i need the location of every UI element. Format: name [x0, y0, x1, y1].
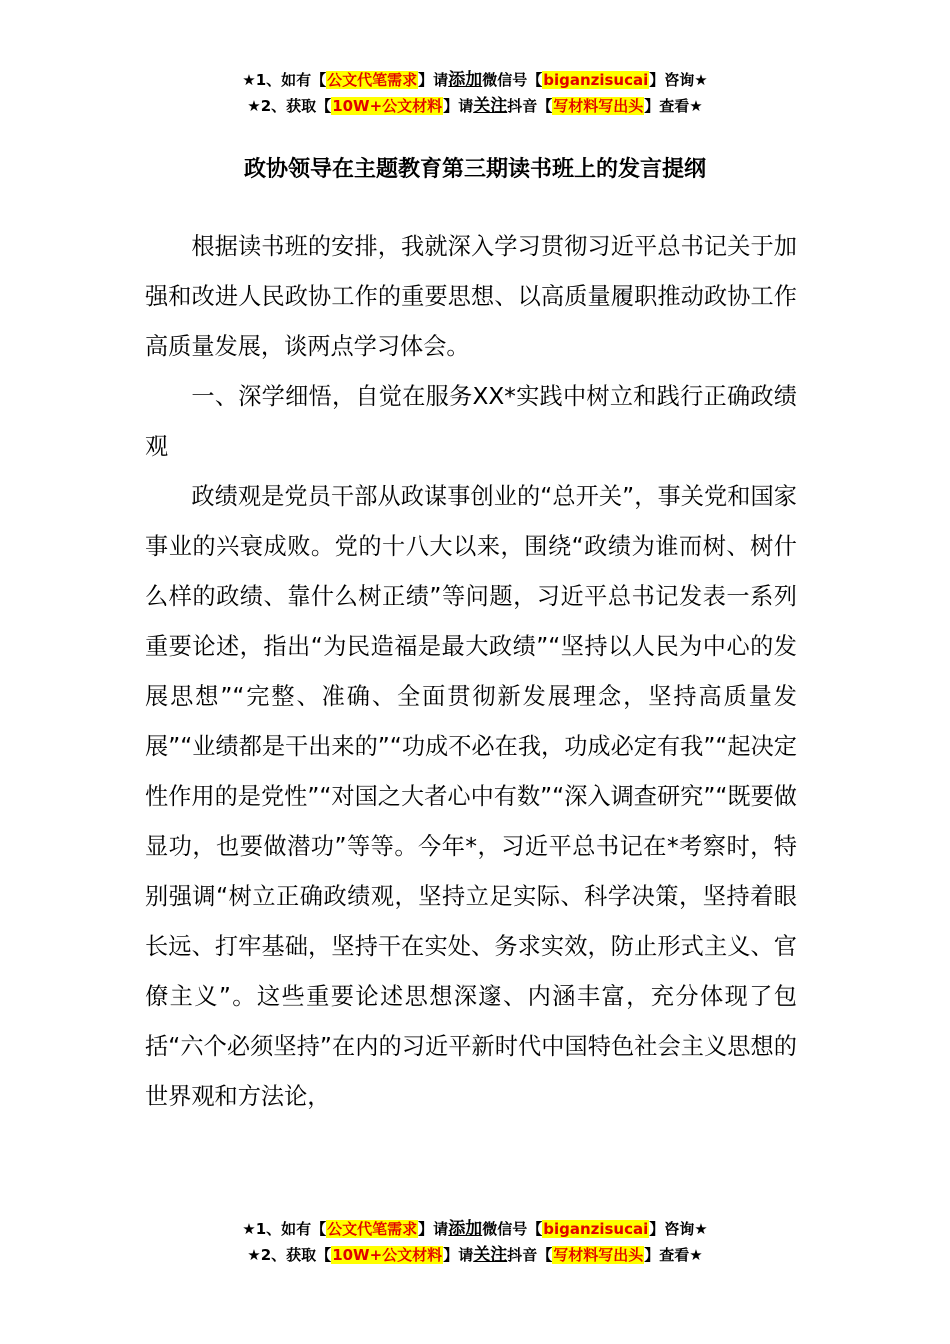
- star-icon: ★: [247, 97, 261, 115]
- section-heading: 一、深学细悟，自觉在服务XX*实践中树立和践行正确政绩观: [145, 383, 797, 460]
- highlight-text: 10W+公文材料: [332, 97, 443, 115]
- underlined-text: 添加: [448, 1219, 483, 1239]
- banner-line-1: ★1、如有【公文代笔需求】请添加微信号【biganzisucai】咨询★: [242, 1219, 708, 1239]
- highlight-text: 公文代笔需求: [327, 1220, 418, 1238]
- document-body: [145, 222, 797, 1122]
- wechat-id: biganzisucai: [543, 1220, 649, 1238]
- highlight-text: 公文代笔需求: [327, 71, 418, 89]
- paragraph: 政绩观是党员干部从政谋事创业的“总开关”，事关党和国家事业的兴衰成败。党的十八大以来，围绕“政绩为谁而树、树什么样的政绩、靠什么树正绩”等问题，习近平总书记发表一系列重要论述，指出“为民造福是最大政绩”“坚持以人民为中心的发展思想”“完整、准确、全面贯彻新发展理念，坚持高质量发展”“业绩都是干出来的”“功成不必在我，功成必定有我”“起决定性作用的是党性”“对国之大者心中有数”“深入调查研究”“既要做显功，也要做潜功”等等。今年*，习近平总书记在*考察时，特别强调“树立正确政绩观，坚持立足实际、科学决策，坚持着眼长远、打牢基础，坚持干在实处、务求实效，防止形式主义、官僚主义”。这些重要论述思想深邃、内涵丰富，充分体现了包括“六个必须坚持”在内的习近平新时代中国特色社会主义思想的世界观和方法论，: [145, 483, 797, 1110]
- star-icon: ★: [242, 71, 256, 89]
- banner-line-2: ★2、获取【10W+公文材料】请关注抖音【写材料写出头】查看★: [247, 96, 703, 116]
- douyin-account: 写材料写出头: [553, 97, 644, 115]
- highlight-text: 10W+公文材料: [332, 1246, 443, 1264]
- star-icon: ★: [242, 1220, 256, 1238]
- underlined-text: 关注: [473, 1245, 508, 1265]
- footer-banner: [0, 1216, 950, 1268]
- banner-line-2: ★2、获取【10W+公文材料】请关注抖音【写材料写出头】查看★: [247, 1245, 703, 1265]
- header-banner: [0, 67, 950, 119]
- star-icon: ★: [247, 1246, 261, 1264]
- wechat-id: biganzisucai: [543, 71, 649, 89]
- douyin-account: 写材料写出头: [553, 1246, 644, 1264]
- banner-line-1: ★1、如有【公文代笔需求】请添加微信号【biganzisucai】咨询★: [242, 70, 708, 90]
- underlined-text: 关注: [473, 96, 508, 116]
- underlined-text: 添加: [448, 70, 483, 90]
- paragraph: 根据读书班的安排，我就深入学习贯彻习近平总书记关于加强和改进人民政协工作的重要思想、以高质量履职推动政协工作高质量发展，谈两点学习体会。: [145, 233, 797, 360]
- document-title: 政协领导在主题教育第三期读书班上的发言提纲: [243, 157, 706, 182]
